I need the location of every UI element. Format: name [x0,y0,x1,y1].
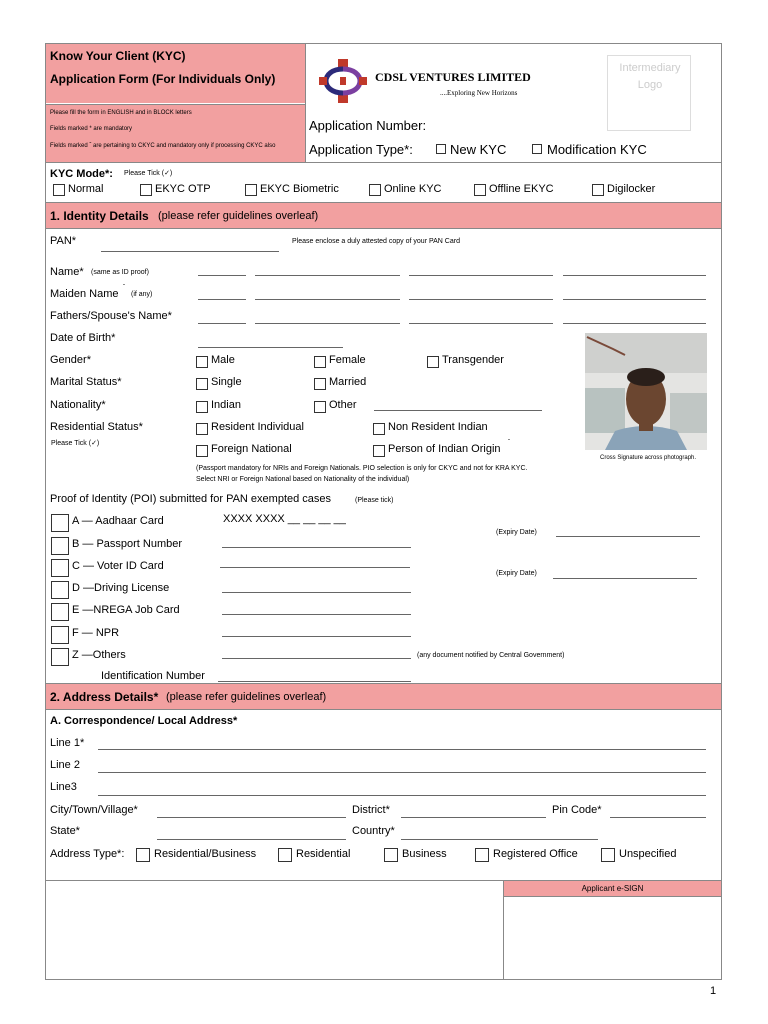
poi-hint: (Please tick) [355,497,394,504]
gender-transgender-checkbox[interactable] [427,356,439,368]
kyc-mode-normal-checkbox[interactable] [53,184,65,196]
company-tagline: ....Exploring New Horizons [440,89,518,97]
poi-others-label: Z —Others [72,649,126,661]
district-field[interactable] [401,817,546,818]
address-type-business-label: Business [402,848,447,860]
esign-label: Applicant e-SIGN [581,884,644,893]
poi-nrega-label: E —NREGA Job Card [72,604,180,616]
state-label: State* [50,825,80,837]
kyc-mode-normal-label: Normal [68,183,104,195]
resident-individual-checkbox[interactable] [196,423,208,435]
address-type-residential-business-label: Residential/Business [154,848,257,860]
dob-label: Date of Birth* [50,332,116,344]
application-type-label: Application Type*: [309,142,413,157]
identification-number-label: Identification Number [101,670,205,682]
name-first-field[interactable] [255,275,400,276]
npr-field[interactable] [222,636,411,637]
driving-expiry-label: (Expiry Date) [496,570,537,577]
gender-female-checkbox[interactable] [314,356,326,368]
voter-id-field[interactable] [220,567,410,568]
gender-label: Gender* [50,354,91,366]
address-type-registered-office-label: Registered Office [493,848,578,860]
country-field[interactable] [401,839,598,840]
poi-npr-label: F — NPR [72,627,120,639]
pio-checkbox[interactable] [373,445,385,457]
dob-field[interactable] [198,347,343,348]
marital-single-label: Single [211,376,242,388]
poi-passport-checkbox[interactable] [51,537,69,555]
line1-label: Line 1* [50,737,85,749]
form-title-line1: Know Your Client (KYC) [50,49,186,63]
name-label: Name* [50,266,84,278]
maiden-prefix-field[interactable] [198,299,246,300]
nationality-indian-label: Indian [211,399,241,411]
identity-section-title: 1. Identity Details [50,209,149,223]
intermediary-logo-text: Intermediary Logo [619,62,681,91]
father-prefix-field[interactable] [198,323,246,324]
correspondence-address-title: A. Correspondence/ Local Address* [50,715,238,727]
company-name: CDSL VENTURES LIMITED [375,70,531,84]
poi-aadhaar-checkbox[interactable] [51,514,69,532]
pan-label: PAN* [50,235,77,247]
city-label: City/Town/Village* [50,804,138,816]
kyc-mode-ekyc-biometric-checkbox[interactable] [245,184,257,196]
driving-license-field[interactable] [222,592,411,593]
kyc-mode-label: KYC Mode*: [50,168,113,180]
father-last-field[interactable] [563,323,706,324]
name-note: (same as ID proof) [91,269,149,276]
cdsl-logo-icon [316,55,370,107]
gender-male-label: Male [211,354,235,366]
address-type-unspecified-checkbox[interactable] [601,848,615,862]
name-middle-field[interactable] [409,275,553,276]
line2-label: Line 2 [50,759,80,771]
line3-field[interactable] [98,795,706,796]
gender-transgender-label: Transgender [442,354,504,366]
kyc-mode-ekyc-otp-label: EKYC OTP [155,183,211,195]
passport-expiry-field[interactable] [556,536,700,537]
line2-field[interactable] [98,772,706,773]
kyc-mode-ekyc-otp-checkbox[interactable] [140,184,152,196]
pan-note: Please enclose a duly attested copy of your PAN Card [292,238,460,245]
country-label: Country* [352,825,395,837]
foreign-national-checkbox[interactable] [196,445,208,457]
kyc-mode-offline-ekyc-label: Offline EKYC [489,183,554,195]
poi-aadhaar-label: A — Aadhaar Card [72,515,164,527]
photo-caption: Cross Signature across photograph. [600,455,697,461]
line1-field[interactable] [98,749,706,750]
passport-number-field[interactable] [222,547,411,548]
nrega-field[interactable] [222,614,411,615]
modification-kyc-label: Modification KYC [547,142,647,157]
nationality-other-label: Other [329,399,357,411]
address-type-business-checkbox[interactable] [384,848,398,862]
address-type-registered-office-checkbox[interactable] [475,848,489,862]
maiden-last-field[interactable] [563,299,706,300]
address-type-label: Address Type*: [50,848,125,860]
nationality-other-field[interactable] [374,410,542,411]
kyc-mode-ekyc-biometric-label: EKYC Biometric [260,183,339,195]
address-type-unspecified-label: Unspecified [619,848,677,860]
nationality-indian-checkbox[interactable] [196,401,208,413]
others-field[interactable] [222,658,411,659]
maiden-note: (if any) [131,291,153,298]
pin-field[interactable] [610,817,706,818]
new-kyc-checkbox[interactable] [436,144,446,154]
passport-note-2: Select NRI or Foreign National based on Nationality of the individual) [196,476,410,483]
pan-field[interactable] [101,251,279,252]
address-type-residential-checkbox[interactable] [278,848,292,862]
page-number: 1 [710,985,717,997]
form-title-line2: Application Form (For Individuals Only) [50,72,276,86]
driving-expiry-field[interactable] [553,578,697,579]
divider [45,162,722,163]
modification-kyc-checkbox[interactable] [532,144,542,154]
passport-note-1: (Passport mandatory for NRIs and Foreign Nationals. PIO selection is only for CKYC and not for KRA KYC. [196,465,528,472]
header-note-1: Please fill the form in ENGLISH and in BLOCK letters [50,110,192,116]
gender-female-label: Female [329,354,366,366]
header-divider [305,44,306,162]
maiden-first-field[interactable] [255,299,400,300]
address-type-residential-label: Residential [296,848,351,860]
kyc-mode-online-kyc-label: Online KYC [384,183,442,195]
address-section-note: (please refer guidelines overleaf) [166,691,327,703]
poi-driving-label: D —Driving License [72,582,170,594]
esign-box[interactable] [504,898,721,979]
maiden-middle-field[interactable] [409,299,553,300]
non-resident-indian-label: Non Resident Indian [388,421,488,433]
poi-passport-label: B — Passport Number [72,538,183,550]
maiden-caret: ˆ [123,285,125,291]
applicant-photo [585,333,707,450]
kyc-mode-digilocker-label: Digilocker [607,183,656,195]
poi-npr-checkbox[interactable] [51,626,69,644]
kyc-mode-digilocker-checkbox[interactable] [592,184,604,196]
kyc-mode-online-kyc-checkbox[interactable] [369,184,381,196]
marital-single-checkbox[interactable] [196,378,208,390]
foreign-national-label: Foreign National [211,443,292,455]
poi-voter-checkbox[interactable] [51,559,69,577]
application-number-label: Application Number: [309,118,427,133]
poi-others-checkbox[interactable] [51,648,69,666]
nationality-label: Nationality* [50,399,106,411]
aadhaar-mask: XXXX XXXX __ __ __ __ [223,513,346,525]
pio-label: Person of Indian Origin [388,443,501,455]
maiden-name-label: Maiden Name [50,288,119,300]
line3-label: Line3 [50,781,77,793]
residential-label: Residential Status* [50,421,143,433]
identification-number-field[interactable] [218,681,411,682]
marital-married-label: Married [329,376,367,388]
poi-nrega-checkbox[interactable] [51,603,69,621]
header-note-3: Fields marked ˆ are pertaining to CKYC and mandatory only if processing CKYC also [50,143,276,149]
poi-voter-label: C — Voter ID Card [72,560,164,572]
district-label: District* [352,804,390,816]
marital-label: Marital Status* [50,376,122,388]
poi-label: Proof of Identity (POI) submitted for PAN exempted cases [50,493,332,505]
kyc-mode-hint: Please Tick (✓) [124,170,173,177]
non-resident-indian-checkbox[interactable] [373,423,385,435]
city-field[interactable] [157,817,346,818]
name-prefix-field[interactable] [198,275,246,276]
residential-hint: Please Tick (✓) [51,440,100,447]
father-middle-field[interactable] [409,323,553,324]
address-section-title: 2. Address Details* [50,690,159,704]
others-note: (any document notified by Central Government) [417,652,565,659]
father-first-field[interactable] [255,323,400,324]
passport-expiry-label: (Expiry Date) [496,529,537,536]
poi-driving-checkbox[interactable] [51,581,69,599]
header-note-2: Fields marked * are mandatory [50,126,133,132]
state-field[interactable] [157,839,346,840]
gender-male-checkbox[interactable] [196,356,208,368]
resident-individual-label: Resident Individual [211,421,304,433]
identity-section-note: (please refer guidelines overleaf) [158,210,319,222]
pio-caret: ˆ [508,440,510,446]
nationality-other-checkbox[interactable] [314,401,326,413]
father-name-label: Fathers/Spouse's Name* [50,310,172,322]
kyc-mode-offline-ekyc-checkbox[interactable] [474,184,486,196]
address-type-residential-business-checkbox[interactable] [136,848,150,862]
pin-label: Pin Code* [552,804,602,816]
new-kyc-label: New KYC [450,142,507,157]
marital-married-checkbox[interactable] [314,378,326,390]
name-last-field[interactable] [563,275,706,276]
